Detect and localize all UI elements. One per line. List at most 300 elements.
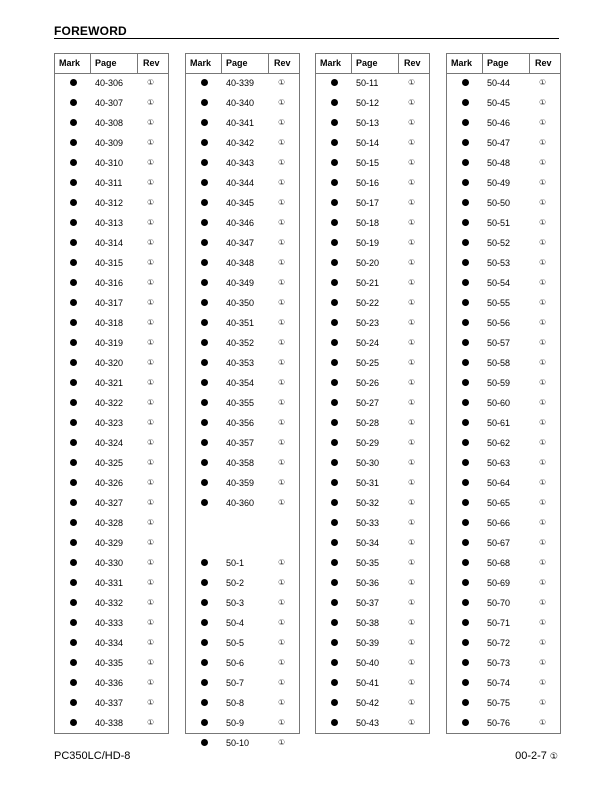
rev-symbol: ① xyxy=(408,78,416,87)
rev-symbol: ① xyxy=(408,518,416,527)
page-number: 50-10 xyxy=(226,738,250,748)
rev-symbol: ① xyxy=(539,598,547,607)
mark-bullet-icon xyxy=(70,379,77,386)
rev-symbol: ① xyxy=(278,698,286,707)
mark-bullet-icon xyxy=(331,339,338,346)
page-number: 50-39 xyxy=(356,638,380,648)
table-header xyxy=(55,54,168,74)
mark-bullet-icon xyxy=(201,579,208,586)
table-row xyxy=(447,253,560,273)
table-row xyxy=(186,373,299,393)
rev-symbol: ① xyxy=(408,338,416,347)
page-number: 40-360 xyxy=(226,498,255,508)
table-row xyxy=(186,493,299,513)
mark-bullet-icon xyxy=(201,699,208,706)
rev-symbol: ① xyxy=(539,278,547,287)
mark-bullet-icon xyxy=(331,479,338,486)
table-row xyxy=(186,533,299,553)
page-number: 50-53 xyxy=(487,258,511,268)
rev-symbol: ① xyxy=(278,498,286,507)
footer-page-number xyxy=(515,750,558,762)
mark-bullet-icon xyxy=(462,659,469,666)
mark-bullet-icon xyxy=(70,199,77,206)
rev-symbol: ① xyxy=(147,458,155,467)
page-number: 40-329 xyxy=(95,538,124,548)
mark-bullet-icon xyxy=(462,439,469,446)
page-number: 40-337 xyxy=(95,698,124,708)
table-row xyxy=(316,493,429,513)
table-row xyxy=(186,573,299,593)
table-row xyxy=(186,133,299,153)
rev-symbol: ① xyxy=(147,518,155,527)
table-row xyxy=(186,613,299,633)
mark-bullet-icon xyxy=(462,679,469,686)
rev-symbol: ① xyxy=(408,98,416,107)
mark-bullet-icon xyxy=(201,659,208,666)
rev-symbol: ① xyxy=(408,298,416,307)
mark-bullet-icon xyxy=(201,399,208,406)
rev-symbol: ① xyxy=(147,118,155,127)
page-number: 50-16 xyxy=(356,178,380,188)
table-row xyxy=(186,333,299,353)
table-rows xyxy=(186,73,299,753)
mark-bullet-icon xyxy=(201,99,208,106)
mark-bullet-icon xyxy=(201,559,208,566)
page-number: 50-22 xyxy=(356,298,380,308)
revision-table-column-2 xyxy=(185,53,300,748)
table-row xyxy=(316,133,429,153)
page-number: 40-312 xyxy=(95,198,124,208)
rev-symbol: ① xyxy=(539,418,547,427)
table-row xyxy=(186,453,299,473)
page-number: 50-33 xyxy=(356,518,380,528)
rev-symbol: ① xyxy=(408,358,416,367)
page-number: 50-12 xyxy=(356,98,380,108)
mark-bullet-icon xyxy=(70,339,77,346)
page-number: 40-310 xyxy=(95,158,124,168)
rev-symbol: ① xyxy=(539,178,547,187)
rev-symbol: ① xyxy=(408,218,416,227)
mark-bullet-icon xyxy=(462,519,469,526)
mark-bullet-icon xyxy=(462,279,469,286)
page-number: 50-25 xyxy=(356,358,380,368)
rev-symbol: ① xyxy=(539,298,547,307)
footer-model: PC350LC/HD-8 xyxy=(54,750,131,762)
rev-symbol: ① xyxy=(408,278,416,287)
mark-bullet-icon xyxy=(201,479,208,486)
table-row xyxy=(316,693,429,713)
rev-symbol: ① xyxy=(278,398,286,407)
table-row xyxy=(447,593,560,613)
rev-symbol: ① xyxy=(147,338,155,347)
rev-symbol: ① xyxy=(278,258,286,267)
table-row xyxy=(186,473,299,493)
table-row xyxy=(55,513,168,533)
table-row xyxy=(447,73,560,93)
table-row xyxy=(447,373,560,393)
page-number: 40-313 xyxy=(95,218,124,228)
page-number: 40-328 xyxy=(95,518,124,528)
page-number: 40-346 xyxy=(226,218,255,228)
rev-symbol: ① xyxy=(147,98,155,107)
page-number: 50-67 xyxy=(487,538,511,548)
mark-bullet-icon xyxy=(462,319,469,326)
mark-bullet-icon xyxy=(331,659,338,666)
rev-symbol: ① xyxy=(408,458,416,467)
rev-symbol: ① xyxy=(539,338,547,347)
table-row xyxy=(55,353,168,373)
table-row xyxy=(316,73,429,93)
table-row xyxy=(186,433,299,453)
table-row xyxy=(316,193,429,213)
page-number: 50-17 xyxy=(356,198,380,208)
mark-bullet-icon xyxy=(70,219,77,226)
mark-bullet-icon xyxy=(331,139,338,146)
rev-symbol: ① xyxy=(278,458,286,467)
table-row xyxy=(316,533,429,553)
mark-bullet-icon xyxy=(462,199,469,206)
table-row xyxy=(447,113,560,133)
mark-bullet-icon xyxy=(70,579,77,586)
mark-bullet-icon xyxy=(331,79,338,86)
rev-symbol: ① xyxy=(278,658,286,667)
page-number: 50-29 xyxy=(356,438,380,448)
page-number: 50-35 xyxy=(356,558,380,568)
rev-symbol: ① xyxy=(408,238,416,247)
table-row xyxy=(186,633,299,653)
page-number: 40-347 xyxy=(226,238,255,248)
mark-bullet-icon xyxy=(70,559,77,566)
rev-symbol: ① xyxy=(408,258,416,267)
rev-symbol: ① xyxy=(278,478,286,487)
table-row xyxy=(55,613,168,633)
mark-bullet-icon xyxy=(201,259,208,266)
table-row xyxy=(55,293,168,313)
page-number: 50-27 xyxy=(356,398,380,408)
page-number: 50-31 xyxy=(356,478,380,488)
page-number: 40-345 xyxy=(226,198,255,208)
mark-bullet-icon xyxy=(462,379,469,386)
mark-bullet-icon xyxy=(70,259,77,266)
table-row xyxy=(186,353,299,373)
page-number: 50-41 xyxy=(356,678,380,688)
table-row xyxy=(55,273,168,293)
rev-symbol: ① xyxy=(278,418,286,427)
page-number: 50-38 xyxy=(356,618,380,628)
mark-bullet-icon xyxy=(70,719,77,726)
mark-bullet-icon xyxy=(70,179,77,186)
rev-symbol: ① xyxy=(539,638,547,647)
table-row xyxy=(447,473,560,493)
rev-symbol: ① xyxy=(539,398,547,407)
table-row xyxy=(186,253,299,273)
mark-bullet-icon xyxy=(70,299,77,306)
rev-symbol: ① xyxy=(278,138,286,147)
rev-symbol: ① xyxy=(278,738,286,747)
mark-bullet-icon xyxy=(70,539,77,546)
rev-symbol: ① xyxy=(278,678,286,687)
page-number: 40-314 xyxy=(95,238,124,248)
page-number: 50-6 xyxy=(226,658,245,668)
rev-symbol: ① xyxy=(147,198,155,207)
mark-bullet-icon xyxy=(462,359,469,366)
table-row xyxy=(186,673,299,693)
page-number: 50-63 xyxy=(487,458,511,468)
page-number: 50-62 xyxy=(487,438,511,448)
page-number: 50-15 xyxy=(356,158,380,168)
page-number: 40-317 xyxy=(95,298,124,308)
page-number: 50-23 xyxy=(356,318,380,328)
page-number: 40-307 xyxy=(95,98,124,108)
page-number: 40-332 xyxy=(95,598,124,608)
mark-bullet-icon xyxy=(331,619,338,626)
table-row xyxy=(55,633,168,653)
rev-symbol: ① xyxy=(539,318,547,327)
page-number: 40-336 xyxy=(95,678,124,688)
rev-symbol: ① xyxy=(147,598,155,607)
rev-symbol: ① xyxy=(278,158,286,167)
rev-symbol: ① xyxy=(147,698,155,707)
mark-bullet-icon xyxy=(331,499,338,506)
mark-bullet-icon xyxy=(331,599,338,606)
mark-bullet-icon xyxy=(462,99,469,106)
column-divider xyxy=(351,54,352,73)
mark-bullet-icon xyxy=(462,619,469,626)
column-divider xyxy=(482,54,483,73)
rev-symbol: ① xyxy=(408,318,416,327)
page-number: 50-70 xyxy=(487,598,511,608)
mark-bullet-icon xyxy=(70,459,77,466)
table-row xyxy=(186,513,299,533)
page-number: 50-56 xyxy=(487,318,511,328)
mark-bullet-icon xyxy=(70,439,77,446)
column-divider xyxy=(268,54,269,73)
table-row xyxy=(447,553,560,573)
rev-symbol: ① xyxy=(539,478,547,487)
mark-bullet-icon xyxy=(462,259,469,266)
table-row xyxy=(55,533,168,553)
page-number: 50-8 xyxy=(226,698,245,708)
page-number: 50-45 xyxy=(487,98,511,108)
mark-bullet-icon xyxy=(331,319,338,326)
page-number: 40-351 xyxy=(226,318,255,328)
mark-bullet-icon xyxy=(331,279,338,286)
mark-bullet-icon xyxy=(462,599,469,606)
mark-bullet-icon xyxy=(331,519,338,526)
page-number: 50-51 xyxy=(487,218,511,228)
mark-bullet-icon xyxy=(331,299,338,306)
mark-bullet-icon xyxy=(462,119,469,126)
page-number: 40-342 xyxy=(226,138,255,148)
rev-symbol: ① xyxy=(278,618,286,627)
mark-bullet-icon xyxy=(462,699,469,706)
header-page: Page xyxy=(356,58,378,68)
page-number: 50-36 xyxy=(356,578,380,588)
mark-bullet-icon xyxy=(201,159,208,166)
table-row xyxy=(186,273,299,293)
rev-symbol: ① xyxy=(278,378,286,387)
table-row xyxy=(447,153,560,173)
mark-bullet-icon xyxy=(201,279,208,286)
revision-table-column-4 xyxy=(446,53,561,734)
rev-symbol: ① xyxy=(147,438,155,447)
mark-bullet-icon xyxy=(331,199,338,206)
table-row xyxy=(447,133,560,153)
rev-symbol: ① xyxy=(147,378,155,387)
rev-symbol: ① xyxy=(539,78,547,87)
mark-bullet-icon xyxy=(70,419,77,426)
page-number: 50-72 xyxy=(487,638,511,648)
rev-symbol: ① xyxy=(147,478,155,487)
table-row xyxy=(316,513,429,533)
table-row xyxy=(55,413,168,433)
rev-symbol: ① xyxy=(147,578,155,587)
mark-bullet-icon xyxy=(331,699,338,706)
rev-symbol: ① xyxy=(539,578,547,587)
table-row xyxy=(316,313,429,333)
table-row xyxy=(55,153,168,173)
rev-symbol: ① xyxy=(539,538,547,547)
table-row xyxy=(316,213,429,233)
table-row xyxy=(186,193,299,213)
page-number: 50-32 xyxy=(356,498,380,508)
mark-bullet-icon xyxy=(201,359,208,366)
rev-symbol: ① xyxy=(539,438,547,447)
mark-bullet-icon xyxy=(462,419,469,426)
table-row xyxy=(447,653,560,673)
page-title: FOREWORD xyxy=(54,24,127,38)
table-header xyxy=(447,54,560,74)
table-row xyxy=(55,473,168,493)
page-number: 40-359 xyxy=(226,478,255,488)
table-rows xyxy=(447,73,560,733)
table-row xyxy=(186,553,299,573)
rev-symbol: ① xyxy=(278,558,286,567)
mark-bullet-icon xyxy=(70,479,77,486)
page-number: 40-316 xyxy=(95,278,124,288)
mark-bullet-icon xyxy=(70,359,77,366)
page-number: 50-14 xyxy=(356,138,380,148)
rev-symbol: ① xyxy=(539,618,547,627)
mark-bullet-icon xyxy=(331,119,338,126)
table-row xyxy=(316,673,429,693)
table-header xyxy=(316,54,429,74)
mark-bullet-icon xyxy=(70,99,77,106)
page-number: 40-330 xyxy=(95,558,124,568)
table-row xyxy=(186,393,299,413)
mark-bullet-icon xyxy=(331,99,338,106)
page-number: 50-60 xyxy=(487,398,511,408)
table-rows xyxy=(55,73,168,733)
mark-bullet-icon xyxy=(201,239,208,246)
page-number: 50-42 xyxy=(356,698,380,708)
mark-bullet-icon xyxy=(331,259,338,266)
header-rev: Rev xyxy=(404,58,421,68)
rev-symbol: ① xyxy=(408,498,416,507)
rev-symbol: ① xyxy=(539,158,547,167)
page-number: 50-48 xyxy=(487,158,511,168)
table-row xyxy=(316,633,429,653)
rev-symbol: ① xyxy=(147,158,155,167)
header-mark: Mark xyxy=(59,58,81,68)
rev-symbol: ① xyxy=(408,478,416,487)
mark-bullet-icon xyxy=(331,179,338,186)
header-rev: Rev xyxy=(143,58,160,68)
page-number: 40-325 xyxy=(95,458,124,468)
table-row xyxy=(186,653,299,673)
mark-bullet-icon xyxy=(462,579,469,586)
table-row xyxy=(316,153,429,173)
mark-bullet-icon xyxy=(70,499,77,506)
table-row xyxy=(186,313,299,333)
table-row xyxy=(447,493,560,513)
page-number: 50-49 xyxy=(487,178,511,188)
table-row xyxy=(316,173,429,193)
mark-bullet-icon xyxy=(331,419,338,426)
mark-bullet-icon xyxy=(331,439,338,446)
table-row xyxy=(55,213,168,233)
header-mark: Mark xyxy=(320,58,342,68)
table-rows xyxy=(316,73,429,733)
page-number: 50-74 xyxy=(487,678,511,688)
page-number: 50-2 xyxy=(226,578,245,588)
mark-bullet-icon xyxy=(201,299,208,306)
rev-symbol: ① xyxy=(147,358,155,367)
table-row xyxy=(447,353,560,373)
page-number: 50-47 xyxy=(487,138,511,148)
table-row xyxy=(55,433,168,453)
rev-symbol: ① xyxy=(147,538,155,547)
page-number: 50-13 xyxy=(356,118,380,128)
table-row xyxy=(55,253,168,273)
table-row xyxy=(55,573,168,593)
mark-bullet-icon xyxy=(201,179,208,186)
table-row xyxy=(316,353,429,373)
table-row xyxy=(316,253,429,273)
header-mark: Mark xyxy=(190,58,212,68)
rev-symbol: ① xyxy=(278,198,286,207)
page-number: 40-306 xyxy=(95,78,124,88)
table-row xyxy=(55,333,168,353)
rev-symbol: ① xyxy=(408,138,416,147)
table-row xyxy=(55,133,168,153)
column-divider xyxy=(221,54,222,73)
table-row xyxy=(447,513,560,533)
page-number: 40-311 xyxy=(95,178,123,188)
page-number: 50-76 xyxy=(487,718,511,728)
rev-symbol: ① xyxy=(278,238,286,247)
page-number: 50-66 xyxy=(487,518,511,528)
rev-symbol: ① xyxy=(147,678,155,687)
rev-symbol: ① xyxy=(278,298,286,307)
revision-table-column-3 xyxy=(315,53,430,734)
mark-bullet-icon xyxy=(201,119,208,126)
table-row xyxy=(447,413,560,433)
mark-bullet-icon xyxy=(70,399,77,406)
table-row xyxy=(186,293,299,313)
page-number: 40-340 xyxy=(226,98,255,108)
rev-symbol: ① xyxy=(539,658,547,667)
table-row xyxy=(55,233,168,253)
rev-symbol: ① xyxy=(278,218,286,227)
rev-symbol: ① xyxy=(408,618,416,627)
mark-bullet-icon xyxy=(462,559,469,566)
footer-page-label: 00-2-7 xyxy=(515,750,547,762)
page-number: 50-11 xyxy=(356,78,379,88)
rev-symbol: ① xyxy=(539,238,547,247)
table-row xyxy=(55,653,168,673)
page-number: 50-18 xyxy=(356,218,380,228)
